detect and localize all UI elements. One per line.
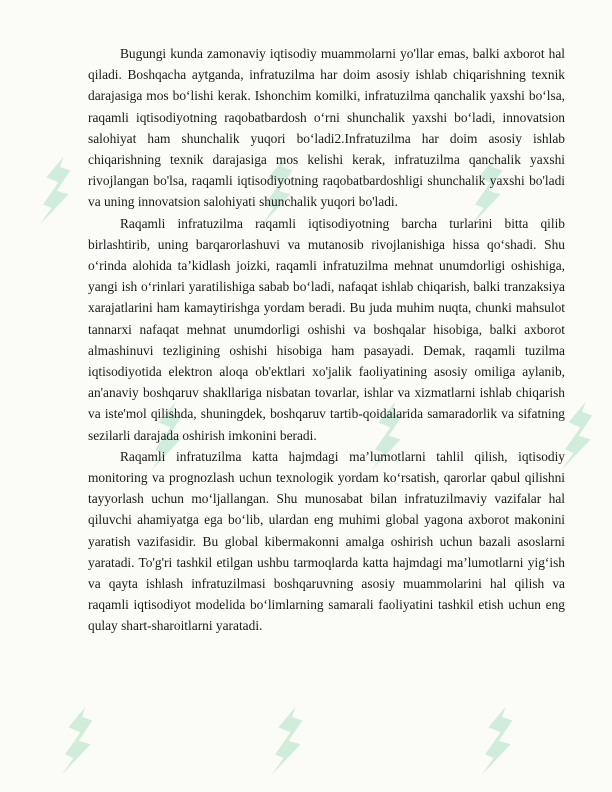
watermark-logo-icon bbox=[560, 395, 594, 475]
paragraph-1: Bugungi kunda zamonaviy iqtisodiy muammolarni yo'llar emas, balki axborot hal qiladi. Boshqacha aytganda, infratuzilma har doim asosiy ishlab chiqarishning texnik darajasiga mos bo‘lishi kerak. Ishonchim komilki, infratuzilma qanchalik yaxshi bo‘lsa, raqamli iqtisodiyotning raqobatbardosh o‘rni shunchalik yaxshi bo‘ladi, innovatsion salohiyat ham shunchalik yuqori bo‘ladi2.Infratuzilma har doim asosiy ishlab chiqarishning texnik darajasiga mos kelishi kerak, infratuzilma qanchalik yaxshi rivojlangan bo'lsa, raqamli iqtisodiyotning raqobatbardoshligi shunchalik yaxshi bo'ladi va uning innovatsion salohiyati shunchalik yuqori bo'ladi. bbox=[88, 46, 565, 210]
watermark-logo-icon bbox=[480, 700, 514, 780]
document-body bbox=[88, 43, 565, 637]
paragraph-3: Raqamli infratuzilma katta hajmdagi ma’lumotlarni tahlil qilish, iqtisodiy monitoring va prognozlash uchun texnologik yordam ko‘rsatish, qarorlar qabul qilishni tayyorlash uchun mo‘ljallangan. Shu munosabat bilan infratuzilmaviy vazifalar hal qiluvchi ahamiyatga ega bo‘lib, ulardan eng muhimi global yagona axborot makonini yaratish vazifasidir. Bu global kibermakonni amalga oshirish uchun bazali asoslarni yaratadi. To'g'ri tashkil etilgan ushbu tarmoqlarda katta hajmdagi ma’lumotlarni yig‘ish va qayta ishlash infratuzilmasi boshqaruvning asosiy muammolarini hal qilish va raqamli iqtisodiyot modelida bo‘limlarning samarali faoliyatini tashkil etish uchun eng qulay shart-sharoitlarni yaratadi. bbox=[88, 448, 565, 634]
watermark-logo-icon bbox=[60, 700, 94, 780]
watermark-logo-icon bbox=[38, 150, 72, 230]
watermark-logo-icon bbox=[270, 700, 304, 780]
paragraph-2: Raqamli infratuzilma raqamli iqtisodiyotning barcha turlarini bitta qilib birlashtirib, uning barqarorlashuvi va mutanosib rivojlanishiga hissa qo‘shadi. Shu o‘rinda alohida ta’kidlash joizki, raqamli infratuzilma mehnat unumdorligi oshishiga, yangi ish o‘rinlari yaratilishiga sabab bo‘ladi, nafaqat ishlab chiqarish, balki tranzaksiya xarajatlarini ham kamaytirishga yordam beradi. Bu juda muhim nuqta, chunki mahsulot tannarxi nafaqat mehnat unumdorligi oshishi va boshqalar hisobiga, balki axborot almashinuvi tezligining oshishi hisobiga ham pasayadi. Demak, raqamli tuzilma iqtisodiyotida elektron aloqa ob'ektlari xo'jalik faoliyatining asosiy omiliga aylanib, an'anaviy boshqaruv shakllariga nisbatan tovarlar, ishlar va xizmatlarni ishlab chiqarish va iste'mol qilishda, shuningdek, boshqaruv tartib-qoidalarida samaradorlik va sifatning sezilarli darajada oshirish imkonini beradi. bbox=[88, 215, 565, 443]
